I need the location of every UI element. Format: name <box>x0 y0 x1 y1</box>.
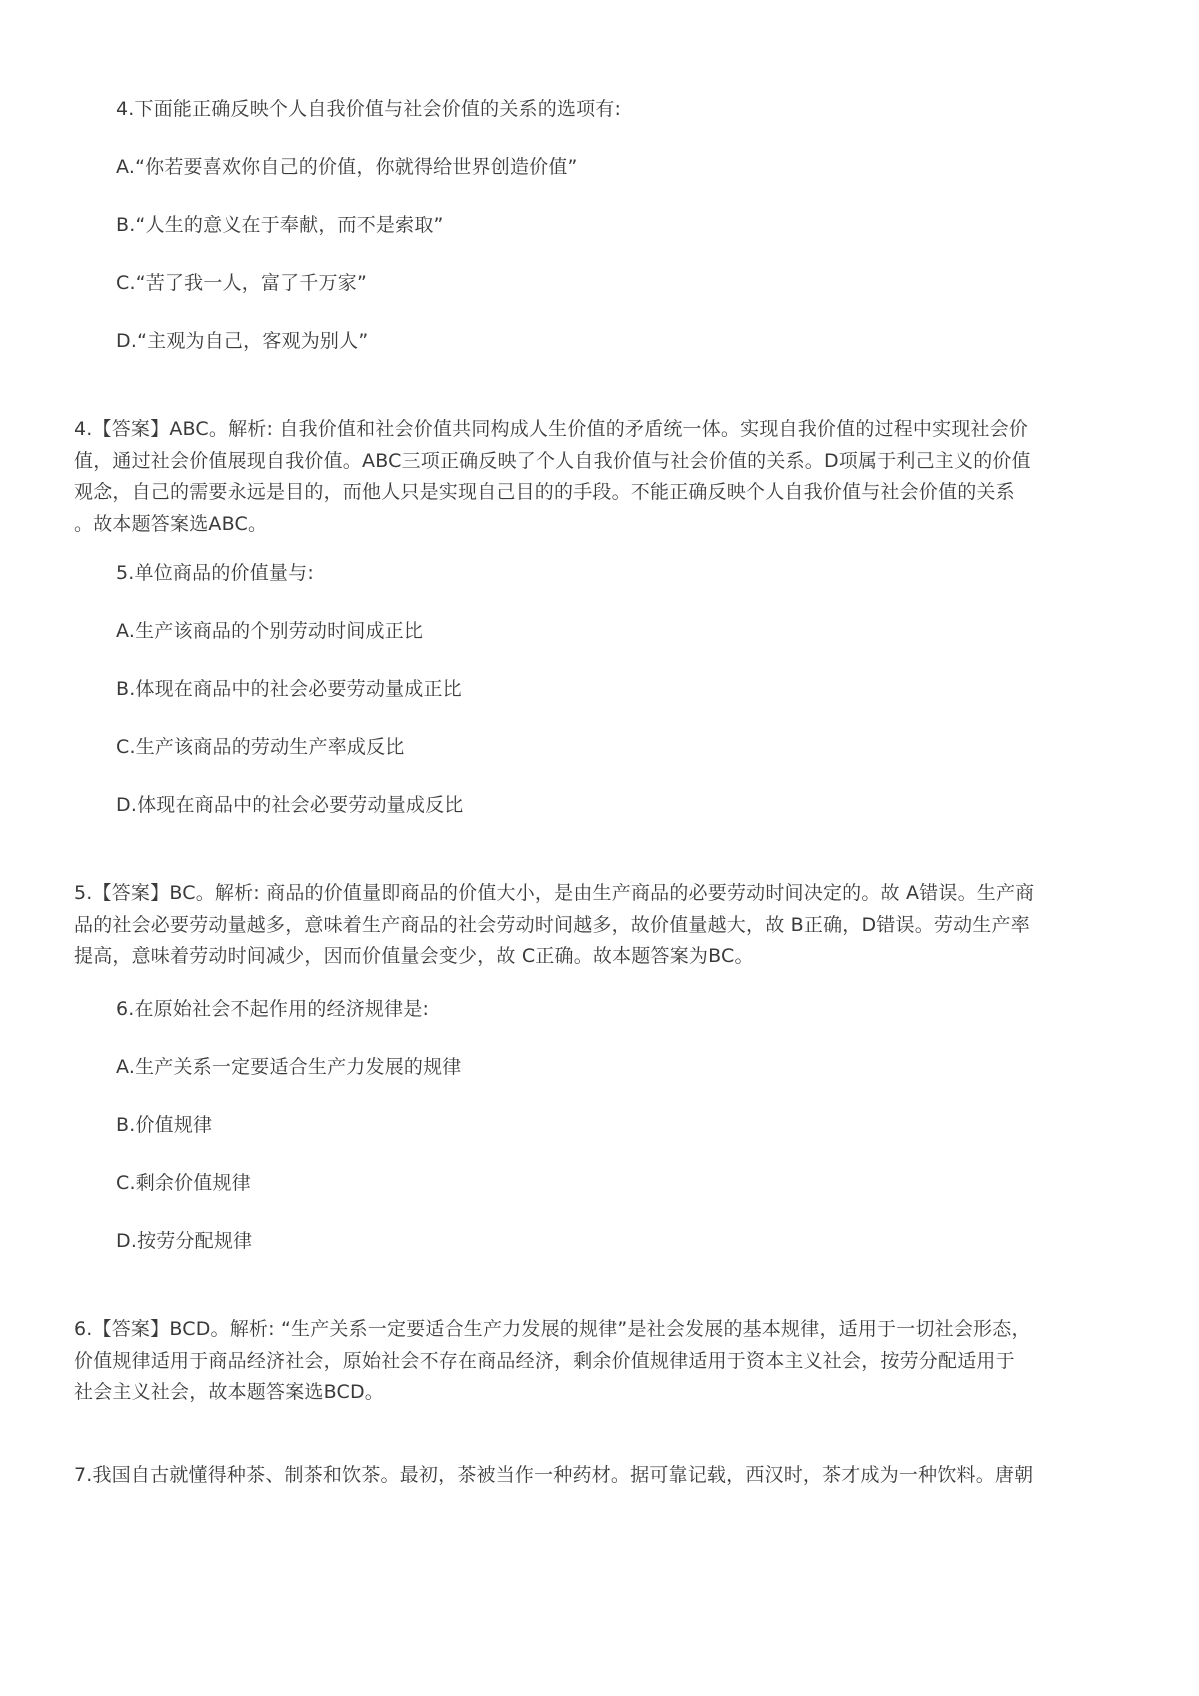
answer-4-line: 值，通过社会价值展现自我价值。ABC三项正确反映了个人自我价值与社会价值的关系。D项属于利己主义的价值 <box>74 449 1031 472</box>
answer-6 <box>74 1314 1134 1409</box>
answer-6-line: 6.【答案】BCD。解析: “生产关系一定要适合生产力发展的规律”是社会发展的基本规律，适用于一切社会形态， <box>74 1318 1031 1340</box>
question-4-option-c: C.“苦了我一人，富了千万家” <box>116 272 367 294</box>
answer-4-line: 4.【答案】ABC。解析: 自我价值和社会价值共同构成人生价值的矛盾统一体。实现自我价值的过程中实现社会价 <box>74 418 1029 440</box>
answer-5-line: 5.【答案】BC。解析: 商品的价值量即商品的价值大小，是由生产商品的必要劳动时间决定的。故 A错误。生产商 <box>74 882 1035 904</box>
question-6-option-b: B.价值规律 <box>116 1114 213 1136</box>
question-6-option-d: D.按劳分配规律 <box>116 1230 253 1252</box>
question-4-option-a: A.“你若要喜欢你自己的价值，你就得给世界创造价值” <box>116 156 578 178</box>
answer-6-line: 价值规律适用于商品经济社会，原始社会不存在商品经济，剩余价值规律适用于资本主义社会，按劳分配适用于 <box>74 1349 1015 1372</box>
question-7: 7.我国自古就懂得种茶、制茶和饮茶。最初，茶被当作一种药材。据可靠记载，西汉时，茶才成为一种饮料。唐朝 <box>74 1464 1034 1486</box>
question-5-option-c: C.生产该商品的劳动生产率成反比 <box>116 736 405 758</box>
answer-4-line: 观念，自己的需要永远是目的，而他人只是实现自己目的的手段。不能正确反映个人自我价值与社会价值的关系 <box>74 481 1015 503</box>
answer-5 <box>74 878 1134 973</box>
question-5: 5.单位商品的价值量与: <box>116 562 314 584</box>
answer-6-line: 社会主义社会，故本题答案选BCD。 <box>74 1381 384 1403</box>
question-5-option-d: D.体现在商品中的社会必要劳动量成反比 <box>116 794 464 816</box>
answer-4-line: 。故本题答案选ABC。 <box>74 512 268 535</box>
question-5-option-a: A.生产该商品的个别劳动时间成正比 <box>116 620 424 642</box>
question-5-option-b: B.体现在商品中的社会必要劳动量成正比 <box>116 678 462 700</box>
question-4-option-b: B.“人生的意义在于奉献，而不是索取” <box>116 214 444 236</box>
answer-5-line: 提高，意味着劳动时间减少，因而价值量会变少，故 C正确。故本题答案为BC。 <box>74 945 754 967</box>
answer-4 <box>74 414 1134 540</box>
question-4: 4.下面能正确反映个人自我价值与社会价值的关系的选项有: <box>116 98 622 120</box>
answer-5-line: 品的社会必要劳动量越多，意味着生产商品的社会劳动时间越多，故价值量越大，故 B正确，D错误。劳动生产率 <box>74 913 1030 936</box>
question-6-option-c: C.剩余价值规律 <box>116 1172 251 1194</box>
question-6: 6.在原始社会不起作用的经济规律是: <box>116 998 430 1020</box>
question-6-option-a: A.生产关系一定要适合生产力发展的规律 <box>116 1056 462 1078</box>
question-4-option-d: D.“主观为自己，客观为别人” <box>116 330 369 352</box>
